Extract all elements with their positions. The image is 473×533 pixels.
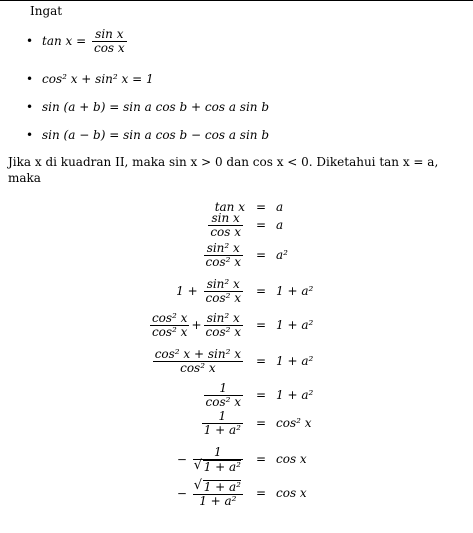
bullet-icon: • (26, 100, 34, 114)
equals-sign: = (256, 248, 267, 262)
bullet-icon: • (26, 72, 34, 86)
equals-sign: = (256, 318, 267, 332)
sqrt: √ 1 + a² (203, 460, 241, 474)
denominator: cos² x (205, 291, 241, 305)
equals-sign: = (256, 218, 267, 232)
expression: tan x (214, 200, 245, 214)
denominator: cos x (210, 225, 241, 239)
derivation-lhs (148, 312, 245, 339)
identity-text: sin (a + b) = sin a cos b + cos a sin b (42, 100, 270, 114)
equals-sign: = (256, 452, 267, 466)
fraction (202, 410, 243, 437)
equals-sign: = (256, 416, 267, 430)
fraction (208, 212, 243, 239)
derivation-rhs: a (276, 200, 284, 214)
numerator: sin x (208, 212, 243, 226)
numerator: cos² x (151, 311, 188, 325)
bullet-icon: • (26, 128, 34, 142)
denominator: 1 + a² (203, 423, 241, 437)
fraction (153, 348, 243, 375)
prefix: − (176, 486, 191, 501)
numerator: sin² x (204, 312, 244, 326)
operator: + (191, 318, 202, 332)
derivation-rhs: a (276, 218, 284, 232)
derivation-lhs (206, 212, 245, 239)
prefix: − (176, 452, 191, 467)
numerator (193, 480, 243, 495)
derivation-lhs (202, 242, 246, 269)
numerator: 1 (204, 382, 244, 396)
denominator: cos² x (180, 361, 216, 375)
numerator: 1 (193, 446, 243, 460)
equals-sign: = (256, 354, 267, 368)
equals-sign: = (256, 200, 267, 214)
identity-text: sin (a − b) = sin a cos b − cos a sin b (42, 128, 270, 142)
denominator: 1 + a² (199, 494, 237, 508)
identity-text: cos² x + sin² x = 1 (42, 72, 154, 86)
derivation-lhs (200, 410, 245, 437)
fraction (204, 312, 244, 339)
derivation-rhs: 1 + a² (276, 318, 314, 332)
derivation-lhs (202, 382, 246, 409)
derivation-lhs (177, 446, 245, 474)
fraction (193, 446, 243, 474)
sqrt: √ 1 + a² (203, 480, 241, 494)
bullet-icon: • (26, 34, 34, 48)
prefix: 1 + (176, 284, 202, 298)
derivation-rhs: a² (276, 248, 288, 262)
derivation-lhs (151, 348, 245, 375)
numerator: sin² x (204, 278, 244, 292)
derivation-rhs: cos² x (276, 416, 312, 430)
denominator (193, 460, 243, 474)
derivation-rhs: 1 + a² (276, 284, 314, 298)
derivation-rhs: 1 + a² (276, 354, 314, 368)
denominator: cos² x (205, 325, 241, 339)
fraction: $\frac{\text{sin x}}{\text{cos x}}$ (93, 27, 125, 55)
paragraph: Jika x di kuadran II, maka sin x > 0 dan cos x < 0. Diketahui tan x = a, maka (8, 155, 439, 185)
section-title: Ingat (30, 4, 63, 18)
fraction (204, 278, 244, 305)
numerator: cos² x + sin² x (154, 347, 241, 361)
fraction (204, 382, 244, 409)
equals-sign: = (256, 486, 267, 500)
equals-sign: = (256, 284, 267, 298)
fraction (150, 312, 190, 339)
derivation-lhs (176, 278, 245, 305)
equals-sign: = (256, 388, 267, 402)
derivation-lhs (177, 480, 245, 508)
denominator: cos² x (205, 395, 241, 409)
numerator: 1 (202, 410, 243, 424)
derivation-rhs: cos x (276, 486, 307, 500)
denominator: cos² x (151, 325, 188, 339)
top-border (0, 0, 473, 1)
derivation-rhs: 1 + a² (276, 388, 314, 402)
denominator: cos² x (205, 255, 241, 269)
derivation-rhs: cos x (276, 452, 307, 466)
numerator: sin² x (204, 242, 244, 256)
fraction (193, 480, 243, 508)
fraction (204, 242, 244, 269)
identity-lhs: tan x = (42, 34, 87, 48)
